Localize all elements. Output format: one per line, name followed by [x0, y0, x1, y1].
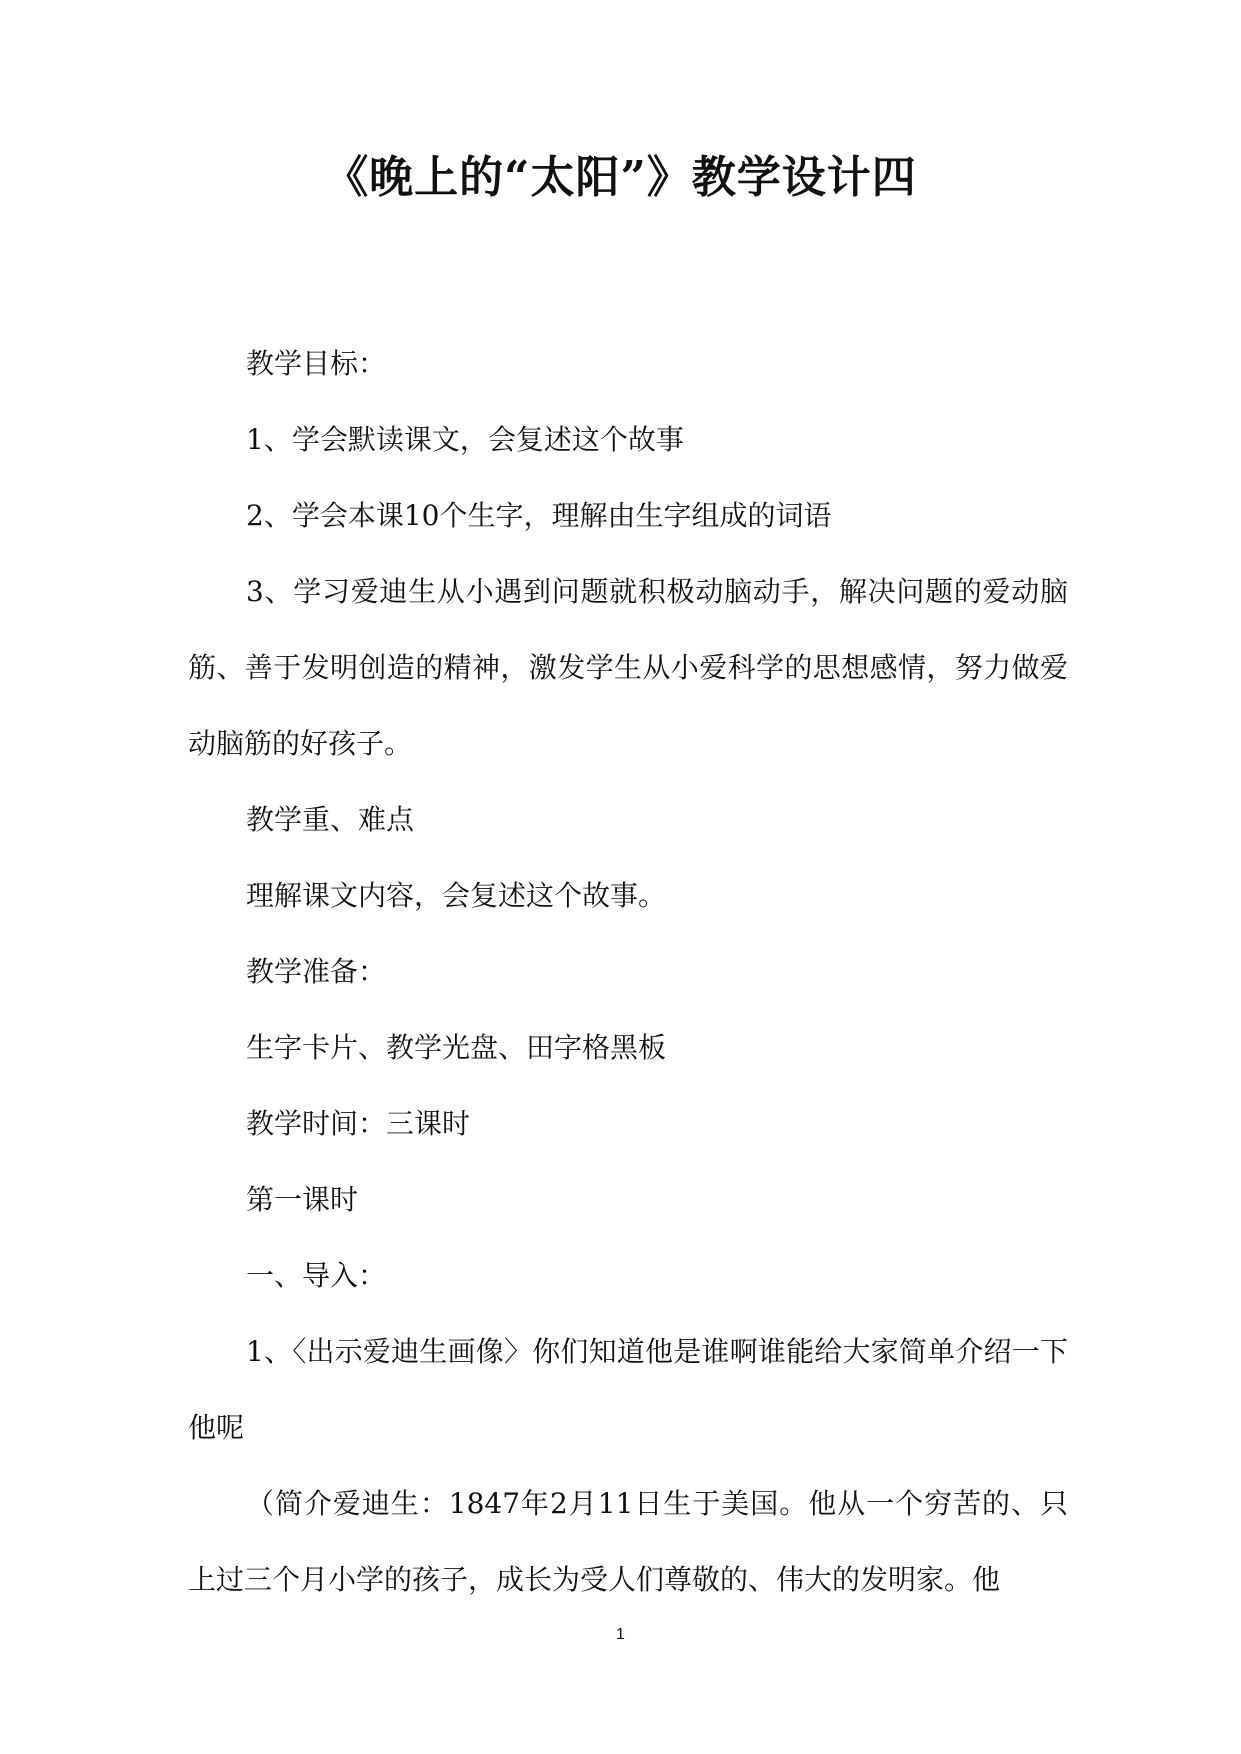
- paragraph-key-points: 理解课文内容，会复述这个故事。: [246, 879, 667, 912]
- document-body: [188, 326, 1068, 1618]
- paragraph-objective-2: 2、学会本课10个生字，理解由生字组成的词语: [246, 499, 832, 532]
- paragraph-edison-bio: （简介爱迪生：1847年2月11日生于美国。他从一个穷苦的、只上过三个月小学的孩子，成长为受人们尊敬的、伟大的发明家。他: [188, 1487, 1068, 1596]
- paragraph-preparation: 生字卡片、教学光盘、田字格黑板: [246, 1031, 667, 1064]
- document-title: 《晚上的“太阳”》教学设计四: [324, 152, 917, 203]
- paragraph-teaching-time: 教学时间：三课时: [246, 1107, 471, 1140]
- paragraph-objectives-heading: 教学目标：: [246, 347, 387, 380]
- page-number: 1: [616, 1626, 625, 1643]
- paragraph-introduction-1: 1、〈出示爱迪生画像〉你们知道他是谁啊谁能给大家简单介绍一下他呢: [188, 1335, 1068, 1444]
- paragraph-introduction-heading: 一、导入：: [246, 1259, 387, 1292]
- paragraph-preparation-heading: 教学准备：: [246, 955, 387, 988]
- paragraph-objective-1: 1、学会默读课文，会复述这个故事: [246, 423, 684, 456]
- paragraph-lesson-one: 第一课时: [246, 1183, 359, 1216]
- paragraph-objective-3: 3、学习爱迪生从小遇到问题就积极动脑动手，解决问题的爱动脑筋、善于发明创造的精神，激发学生从小爱科学的思想感情，努力做爱动脑筋的好孩子。: [188, 575, 1068, 760]
- paragraph-key-points-heading: 教学重、难点: [246, 803, 415, 836]
